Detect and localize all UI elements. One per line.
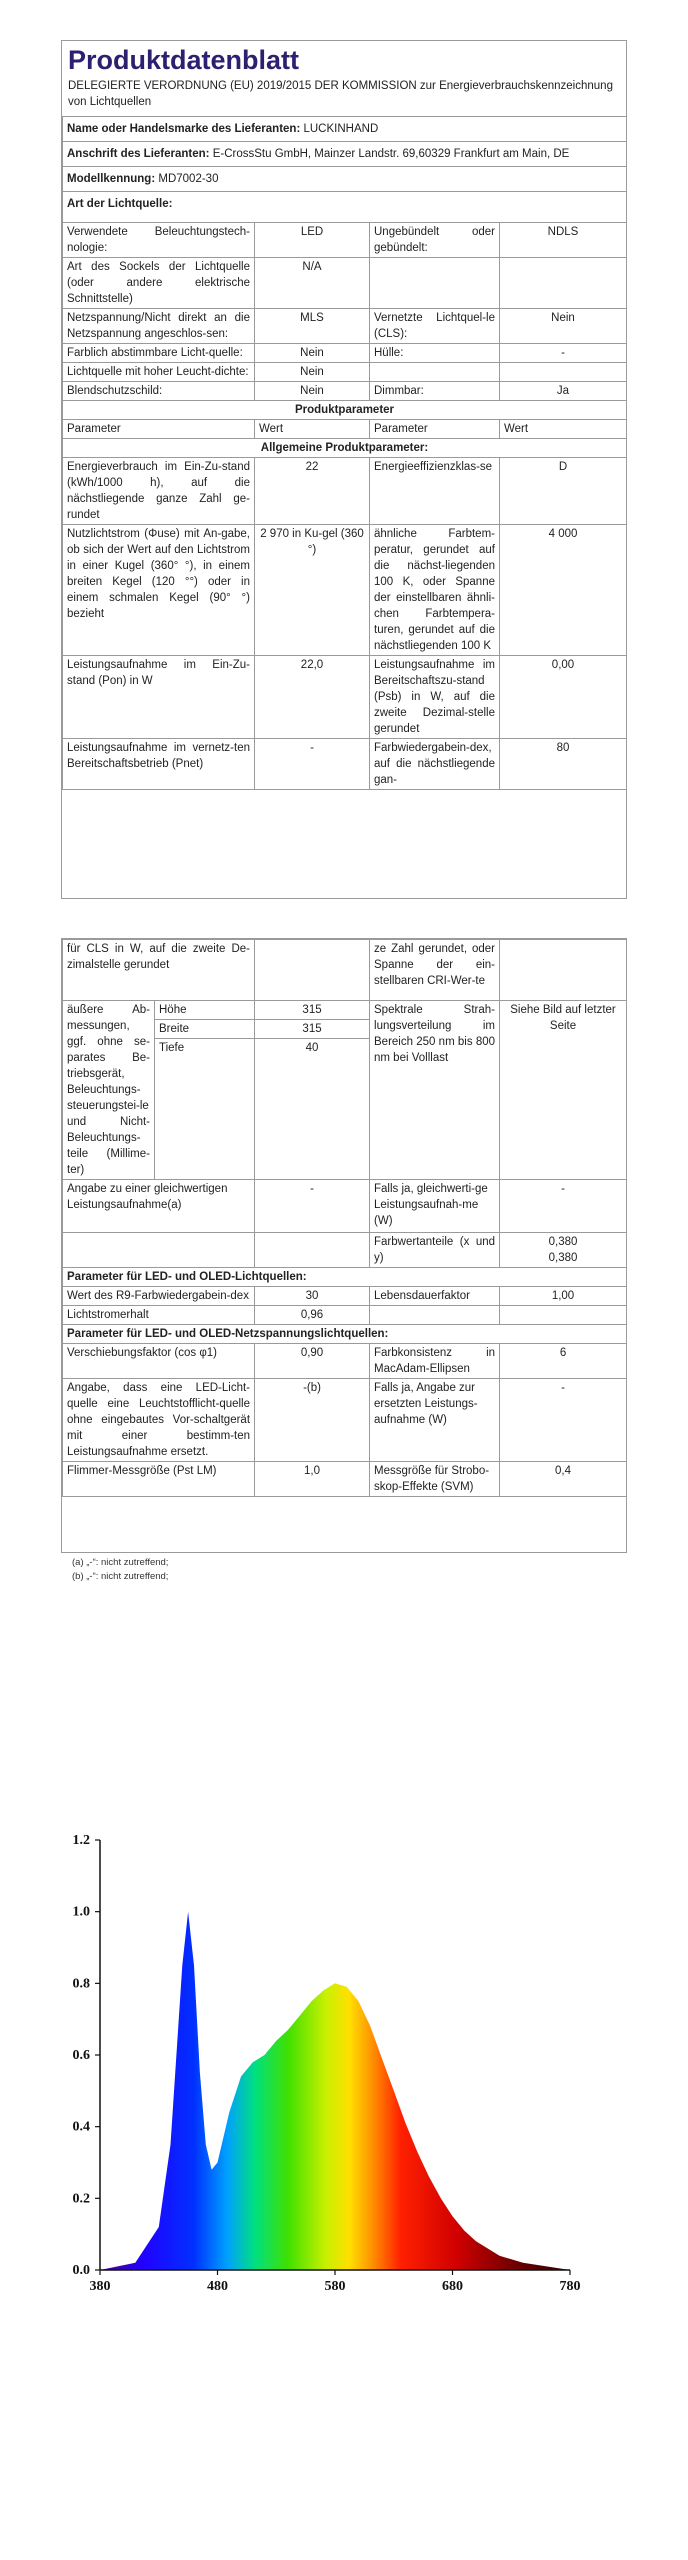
- model-row: [63, 167, 627, 192]
- param-label-right: ähnliche Farbtem-peratur, gerundet auf die nächst-liegenden 100 K, oder Spanne der einstellbaren ähnli-chen Farbtempera-turen, gerundet auf die nächstliegenden 100 K: [370, 525, 500, 656]
- param-label-left: Energieverbrauch im Ein-Zu-stand (kWh/1000 h), auf die nächstliegende ganze Zahl ge-rundet: [63, 458, 255, 525]
- datasheet-page-1: [61, 40, 627, 899]
- col-header-wert-2: Wert: [500, 420, 627, 439]
- type-param-left: Verwendete Beleuchtungstech-nologie:: [63, 223, 255, 258]
- type-param-right: Ungebündelt oder gebündelt:: [370, 223, 500, 258]
- type-param-right: Hülle:: [370, 344, 500, 363]
- mains-heading-row: [63, 1325, 627, 1344]
- displacement-label: Verschiebungsfaktor (cos φ1): [63, 1344, 255, 1379]
- equivalent-power-label: Angabe zu einer gleichwertigen Leistungsaufnahme(a): [63, 1180, 255, 1233]
- supplier-row: [63, 117, 627, 142]
- type-row: [63, 382, 627, 401]
- color-consistency-label: Farbkonsistenz in MacAdam-Ellipsen: [370, 1344, 500, 1379]
- type-param-right: [370, 363, 500, 382]
- datasheet-table-1: [62, 116, 627, 790]
- param-value-right: 80: [500, 739, 627, 790]
- flicker-row: [63, 1462, 627, 1497]
- regulation-text: DELEGIERTE VERORDNUNG (EU) 2019/2015 DER KOMMISSION zur Energieverbrauchskennzeichnung von Lichtquellen: [68, 80, 613, 108]
- dim-height-value: 315: [255, 1001, 369, 1020]
- chromaticity-value: 0,380 0,380: [500, 1233, 627, 1268]
- x-tick-label: 380: [89, 2279, 111, 2294]
- x-tick-label: 580: [324, 2279, 346, 2294]
- allgemeine-row: [63, 439, 627, 458]
- type-value-left: Nein: [255, 382, 370, 401]
- lifetime-factor-value: 1,00: [500, 1287, 627, 1306]
- dimensions-label: äußere Ab-messungen, ggf. ohne se-parates Be-triebsgerät, Beleuchtungs-steuerungstei-le und Nicht-Beleuchtungs-teile (Millime-ter): [63, 1001, 155, 1180]
- spectrum-svg: [40, 1810, 620, 2330]
- type-value-left: LED: [255, 223, 370, 258]
- param-value-right: D: [500, 458, 627, 525]
- mains-heading: Parameter für LED- und OLED-Netzspannungslichtquellen:: [67, 1328, 389, 1340]
- stroboscopic-value: 0,4: [500, 1462, 627, 1497]
- equivalent-power-watt-value: -: [500, 1180, 627, 1233]
- param-row: [63, 458, 627, 525]
- replacement-value: -(b): [255, 1379, 370, 1462]
- param-value-left: 22: [255, 458, 370, 525]
- param-label-right: Energieeffizienzklas-se: [370, 458, 500, 525]
- param-value-left: -: [255, 739, 370, 790]
- displacement-row: [63, 1344, 627, 1379]
- continued-row: [63, 940, 627, 1001]
- dim-width-value: 315: [255, 1020, 369, 1039]
- type-value-left: MLS: [255, 309, 370, 344]
- x-tick-label: 480: [207, 2279, 228, 2294]
- footnote-a: (a) „-“: nicht zutreffend;: [72, 1557, 169, 1568]
- led-oled-heading-row: [63, 1268, 627, 1287]
- col-header-wert-1: Wert: [255, 420, 370, 439]
- lumen-maintenance-row: [63, 1306, 627, 1325]
- type-value-left: Nein: [255, 363, 370, 382]
- param-row: [63, 656, 627, 739]
- displacement-value: 0,90: [255, 1344, 370, 1379]
- type-value-left: N/A: [255, 258, 370, 309]
- x-tick-label: 680: [442, 2279, 463, 2294]
- address-value: E-CrossStu GmbH, Mainzer Landstr. 69,60329 Frankfurt am Main, DE: [212, 148, 570, 160]
- x-tick-label: 780: [559, 2279, 581, 2294]
- equivalent-power-value: -: [255, 1180, 370, 1233]
- type-heading-row: [63, 192, 627, 223]
- allgemeine-heading: Allgemeine Produktparameter:: [63, 439, 627, 458]
- replacement-label: Angabe, dass eine LED-Licht-quelle eine Leuchtstofflicht-quelle ohne eingebautes Vor-schaltgerät mit einer bestimm-ten Leistungsaufnahme ersetzt.: [63, 1379, 255, 1462]
- type-param-right: Dimmbar:: [370, 382, 500, 401]
- type-row: [63, 258, 627, 309]
- y-tick-label: 1.0: [72, 1904, 90, 1920]
- type-param-left: Lichtquelle mit hoher Leucht-dichte:: [63, 363, 255, 382]
- type-value-right: -: [500, 344, 627, 363]
- type-row: [63, 223, 627, 258]
- column-header-row: [63, 420, 627, 439]
- stroboscopic-label: Messgröße für Strobo-skop-Effekte (SVM): [370, 1462, 500, 1497]
- param-label-left: Nutzlichtstrom (Φuse) mit An-gabe, ob sich der Wert auf den Lichtstrom in einer Kugel (360° °), in einem breiten Kegel (120 °°) oder in einem schmalen Kegel (90° °) bezieht: [63, 525, 255, 656]
- color-consistency-value: 6: [500, 1344, 627, 1379]
- spectral-label: Spektrale Strah-lungsverteilung im Bereich 250 nm bis 800 nm bei Volllast: [370, 1001, 500, 1180]
- model-value: MD7002-30: [158, 173, 219, 185]
- type-param-left: Art des Sockels der Lichtquelle (oder andere elektrische Schnittstelle): [63, 258, 255, 309]
- y-tick-label: 0.8: [72, 1976, 90, 1992]
- col-header-parameter-2: Parameter: [370, 420, 500, 439]
- y-tick-label: 0.0: [72, 2263, 90, 2278]
- dim-width-label: Breite: [155, 1020, 254, 1039]
- r9-row: [63, 1287, 627, 1306]
- type-row: [63, 344, 627, 363]
- equivalent-power-watt-label: Falls ja, gleichwerti-ge Leistungsaufnah-me (W): [370, 1180, 500, 1233]
- type-param-left: Farblich abstimmbare Licht-quelle:: [63, 344, 255, 363]
- type-row: [63, 363, 627, 382]
- dimensions-keys: [155, 1001, 255, 1180]
- param-label-right: Farbwiedergabein-dex, auf die nächstliegende gan-: [370, 739, 500, 790]
- equivalent-power-row: [63, 1180, 627, 1233]
- y-tick-label: 0.2: [72, 2191, 90, 2207]
- param-value-right: 0,00: [500, 656, 627, 739]
- dimensions-values: [255, 1001, 370, 1180]
- y-tick-label: 1.2: [72, 1833, 90, 1848]
- param-label-left: Leistungsaufnahme im vernetz-ten Bereitschaftsbetrieb (Pnet): [63, 739, 255, 790]
- spectrum-chart: [40, 1810, 620, 2330]
- lifetime-factor-label: Lebensdauerfaktor: [370, 1287, 500, 1306]
- continued-param-1: für CLS in W, auf die zweite De-zimalstelle gerundet: [63, 940, 255, 1001]
- type-value-right: Nein: [500, 309, 627, 344]
- page-title: Produktdatenblatt: [68, 45, 300, 75]
- type-param-right: [370, 258, 500, 309]
- replacement-row: [63, 1379, 627, 1462]
- r9-value: 30: [255, 1287, 370, 1306]
- type-param-left: Blendschutzschild:: [63, 382, 255, 401]
- chromaticity-row: [63, 1233, 627, 1268]
- type-value-right: Ja: [500, 382, 627, 401]
- led-oled-heading: Parameter für LED- und OLED-Lichtquellen:: [67, 1271, 307, 1283]
- type-value-right: [500, 258, 627, 309]
- lumen-maintenance-label: Lichtstromerhalt: [63, 1306, 255, 1325]
- type-value-right: NDLS: [500, 223, 627, 258]
- supplier-value: LUCKINHAND: [303, 123, 379, 135]
- lumen-maintenance-value: 0,96: [255, 1306, 370, 1325]
- type-param-right: Vernetzte Lichtquel-le (CLS):: [370, 309, 500, 344]
- dim-height-label: Höhe: [155, 1001, 254, 1020]
- footnote-b: (b) „-“: nicht zutreffend;: [72, 1571, 169, 1582]
- replaced-power-value: -: [500, 1379, 627, 1462]
- param-value-left: 22,0: [255, 656, 370, 739]
- y-tick-label: 0.6: [72, 2048, 90, 2063]
- produktparameter-heading: Produktparameter: [63, 401, 627, 420]
- address-label: Anschrift des Lieferanten:: [67, 148, 210, 160]
- param-row: [63, 525, 627, 656]
- type-value-left: Nein: [255, 344, 370, 363]
- supplier-label: Name oder Handelsmarke des Lieferanten:: [67, 123, 301, 135]
- datasheet-table-2: [62, 939, 627, 1497]
- footnotes: [66, 1556, 168, 1584]
- y-tick-label: 0.4: [72, 2119, 90, 2135]
- type-param-left: Netzspannung/Nicht direkt an die Netzspannung angeschlos-sen:: [63, 309, 255, 344]
- param-row: [63, 739, 627, 790]
- type-value-right: [500, 363, 627, 382]
- param-value-left: 2 970 in Ku-gel (360 °): [255, 525, 370, 656]
- param-value-right: 4 000: [500, 525, 627, 656]
- dim-depth-label: Tiefe: [159, 1042, 185, 1054]
- spectral-value: Siehe Bild auf letzter Seite: [500, 1001, 627, 1180]
- col-header-parameter-1: Parameter: [63, 420, 255, 439]
- address-row: [63, 142, 627, 167]
- type-heading: Art der Lichtquelle:: [67, 198, 173, 210]
- param-label-left: Leistungsaufnahme im Ein-Zu-stand (Pon) in W: [63, 656, 255, 739]
- continued-param-2: ze Zahl gerundet, oder Spanne der ein-stellbaren CRI-Wer-te: [370, 940, 500, 1001]
- flicker-value: 1,0: [255, 1462, 370, 1497]
- datasheet-page-2: [61, 938, 627, 1553]
- spectrum-area: [100, 1912, 570, 2270]
- param-label-right: Leistungsaufnahme im Bereitschaftszu-stand (Psb) in W, auf die zweite Dezimal-stelle gerundet: [370, 656, 500, 739]
- replaced-power-label: Falls ja, Angabe zur ersetzten Leistungs-aufnahme (W): [370, 1379, 500, 1462]
- flicker-label: Flimmer-Messgröße (Pst LM): [63, 1462, 255, 1497]
- model-label: Modellkennung:: [67, 173, 156, 185]
- dimensions-row: [63, 1001, 627, 1180]
- produktparameter-row: [63, 401, 627, 420]
- r9-label: Wert des R9-Farbwiedergabein-dex: [63, 1287, 255, 1306]
- type-row: [63, 309, 627, 344]
- chromaticity-label: Farbwertanteile (x und y): [370, 1233, 500, 1268]
- dim-depth-value: 40: [305, 1042, 319, 1054]
